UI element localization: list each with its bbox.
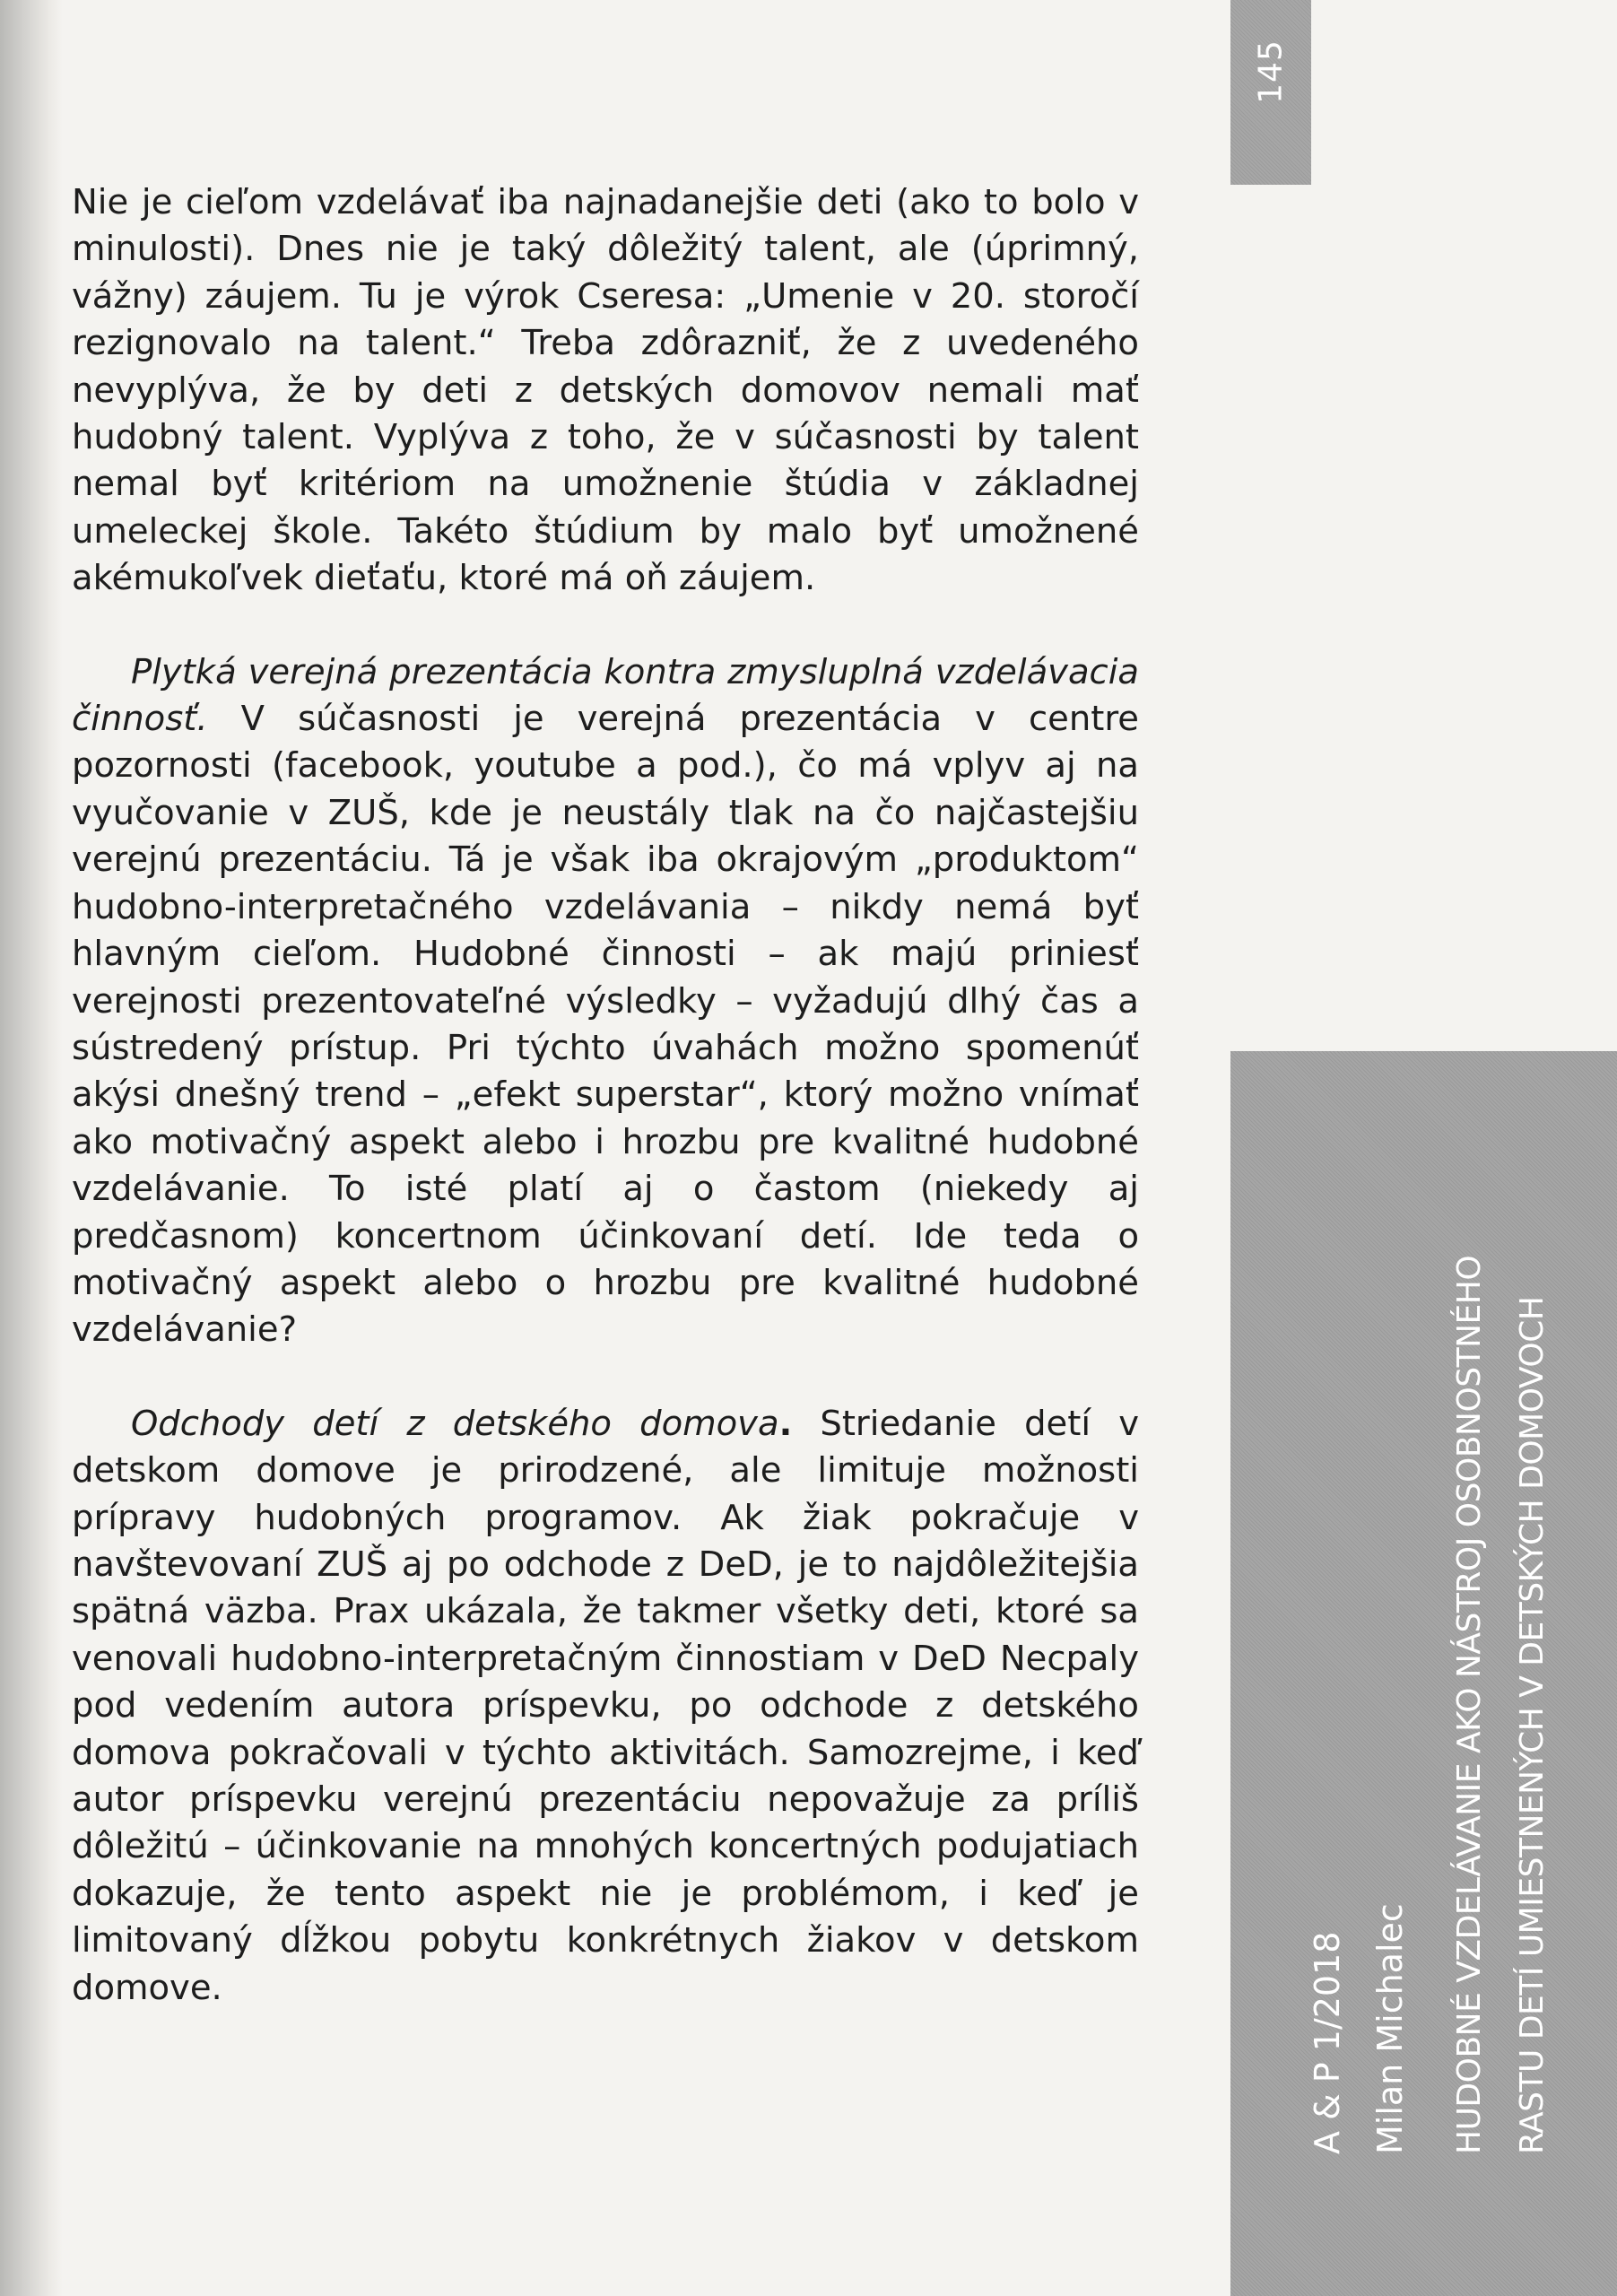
paragraph-lead: Odchody detí z detského domova: [131, 1403, 779, 1444]
article-body: [72, 179, 1139, 2012]
journal-issue: A & P 1/2018: [1308, 1931, 1347, 2154]
paragraph-text: V súčasnosti je verejná prezentácia v centre pozornosti (facebook, youtube a pod.), čo má vplyv aj na vyučovanie v ZUŠ, kde je neustály tlak na čo najčastejšiu verejnú prezentáciu. Tá je však iba okrajovým „produktom“ hudobno-interpretačného vzdelávania – nikdy nemá byť hlavným cieľom. Hudobné činnosti – ak majú priniesť verejnosti prezentovateľné výsledky – vyžadujú dlhý čas a sústredený prístup. Pri týchto úvahách možno spomenúť akýsi dnešný trend – „efekt superstar“, ktorý možno vnímať ako motivačný aspekt alebo i hrozbu pre kvalitné hudobné vzdelávanie. To isté platí aj o častom (niekedy aj predčasnom) koncertnom účinkovaní detí. Ide teda o motivačný aspekt alebo o hrozbu pre kvalitné hudobné vzdelávanie?: [72, 699, 1139, 1351]
author-name: Milan Michalec: [1370, 1903, 1410, 2154]
paragraph-text: Striedanie detí v detskom domove je prirodzené, ale limituje možnosti prípravy hudobných programov. Ak žiak pokračuje v navštevovaní ZUŠ aj po odchode z DeD, je to najdôležitejšia spätná väzba. Prax ukázala, že takmer všetky deti, ktoré sa venovali hudobno-interpretačným činnostiam v DeD Necpaly pod vedením autora príspevku, po odchode z detského domova pokračovali v týchto aktivitách. Samozrejme, i keď autor príspevku verejnú prezentáciu nepovažuje za príliš dôležitú – účinkovanie na mnohých koncertných podujatiach dokazuje, že tento aspekt nie je problémom, i keď je limitovaný dĺžkou pobytu konkrétnych žiakov v detskom domove.: [72, 1403, 1139, 2008]
article-title-line-1: HUDOBNÉ VZDELÁVANIE AKO NÁSTROJ OSOBNOSTNÉHO: [1451, 1255, 1488, 2154]
running-header-band: [1230, 1051, 1617, 2296]
paragraph-lead: Plytká verejná prezentácia kontra zmysluplná vzdelávacia činnosť.: [72, 651, 1139, 740]
paragraph-text: Nie je cieľom vzdelávať iba najnadanejšie deti (ako to bolo v minulosti). Dnes nie je taký dôležitý talent, ale (úprimný, vážny) záujem. Tu je výrok Cseresa: „Umenie v 20. storočí rezignovalo na talent.“ Treba zdôrazniť, že z uvedeného nevyplýva, že by deti z detských domovov nemali mať hudobný talent. Vyplýva z toho, že v súčasnosti by talent nemal byť kritériom na umožnenie štúdia v základnej umeleckej škole. Takéto štúdium by malo byť umožnené akémukoľvek dieťaťu, ktoré má oň záujem.: [72, 182, 1139, 599]
page-number-tab: [1230, 0, 1311, 185]
article-title-line-2: RASTU DETÍ UMIESTNENÝCH V DETSKÝCH DOMOVOCH: [1514, 1296, 1551, 2154]
paragraph-talent: [72, 179, 1139, 603]
paragraph-departures: [72, 1401, 1139, 2012]
paragraph-public-presentation: [72, 649, 1139, 1354]
paragraph-lead-punct: .: [778, 1403, 793, 1444]
binding-gutter-shadow: [0, 0, 63, 2296]
page-number: 145: [1252, 39, 1290, 104]
